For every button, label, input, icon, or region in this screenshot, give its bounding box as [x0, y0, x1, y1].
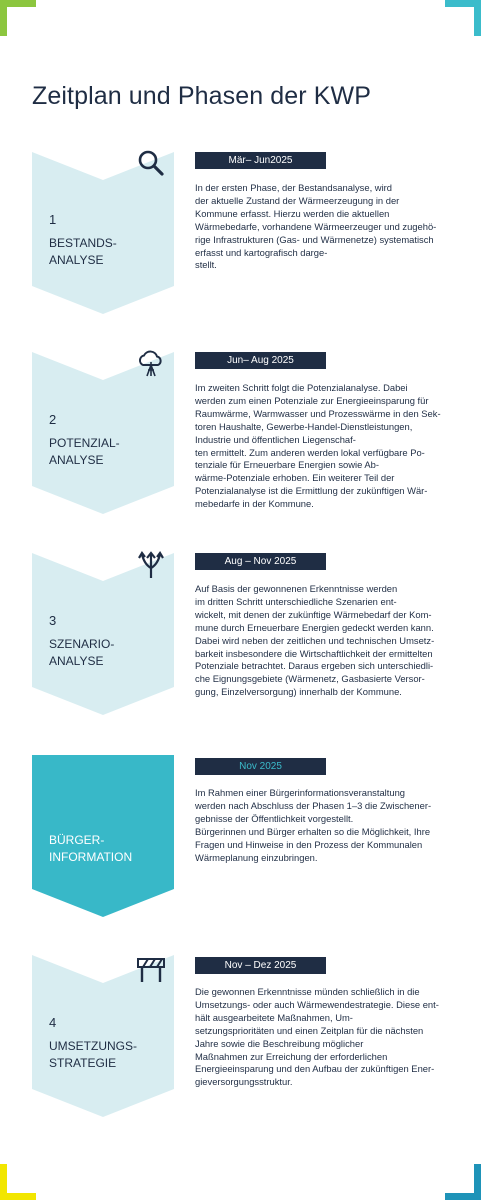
- phase-description: Die gewonnen Erkenntnisse münden schließlich in die Umsetzungs- oder auch Wärmewendestrategie. Diese ent- hält ausgearbeitete Maßnahmen, Um- setzungsprioritäten und einen Zeitplan für die nächsten Jahre sowie die Beschreibung möglicher Maßnahmen zur Erreichung der erforderlichen Energieeinsparung und den Aufbau der zukünftigen Ener- gieversorgungsstruktur.: [195, 986, 439, 1088]
- barrier-icon: [136, 956, 166, 986]
- phase-date-badge: Jun– Aug 2025: [195, 352, 326, 369]
- phase-number: 2: [49, 412, 57, 427]
- buergerinformation-chevron: [32, 755, 174, 917]
- search-icon: [136, 148, 166, 178]
- phase-date-badge: Mär– Jun2025: [195, 152, 326, 169]
- corner-decoration-top-right: [445, 0, 481, 36]
- phase-description: Im zweiten Schritt folgt die Potenzialanalyse. Dabei werden zum einen Potenziale zur Energieeinsparung für Raumwärme, Warmwasser und Prozesswärme in den Sek- toren Haushalte, Gewerbe-Handel-Dienstleistungen, Industrie und öffentlichen Liegenschaf- ten ermittelt. Zum anderen werden lokal verfügbare Po- tenziale für Erneuerbare Energien sowie Ab- wärme-Potenziale erhoben. Ein weiterer Teil der Potenzialanalyse ist die Ermittlung der zukünftigen Wär- mebedarfe in der Kommune.: [195, 382, 441, 510]
- corner-decoration-bottom-left: [0, 1164, 36, 1200]
- corner-decoration-top-left: [0, 0, 36, 36]
- phase-label: SZENARIO- ANALYSE: [49, 637, 115, 668]
- phase-label: UMSETZUNGS- STRATEGIE: [49, 1039, 137, 1070]
- phase-number: 3: [49, 613, 57, 628]
- phase-date-badge: Aug – Nov 2025: [195, 553, 326, 570]
- phase-label: POTENZIAL- ANALYSE: [49, 436, 120, 467]
- corner-decoration-bottom-right: [445, 1164, 481, 1200]
- phase-date-badge: Nov 2025: [195, 758, 326, 775]
- phase-description: In der ersten Phase, der Bestandsanalyse, wird der aktuelle Zustand der Wärmeerzeugung in der Kommune erfasst. Hierzu werden die aktuellen Wärmebedarfe, vorhandene Wärmeerzeuger und zugehö- rige Infrastrukturen (Gas- und Wärmenetze) systematisch erfasst und kartografisch darge- stellt.: [195, 182, 437, 271]
- split-arrows-icon: [136, 550, 166, 580]
- phase-number: 4: [49, 1015, 57, 1030]
- phase-label: BÜRGER- INFORMATION: [49, 833, 133, 864]
- cloud-energy-icon: [136, 348, 166, 378]
- phase-label: BESTANDS- ANALYSE: [49, 236, 117, 267]
- phase-number: 1: [49, 212, 57, 227]
- phase-date-badge: Nov – Dez 2025: [195, 957, 326, 974]
- phase-description: Auf Basis der gewonnenen Erkenntnisse werden im dritten Schritt unterschiedliche Szenarien ent- wickelt, mit denen der zukünftige Wärmebedarf der Kom- mune durch Erneuerbare Energien gedeckt werden kann. Dabei wird neben der zeitlichen und technischen Umsetz- barkeit insbesondere die Wirtschaftlichkeit der ermittelten Potenziale betrachtet. Daraus ergeben sich unterschiedli- che Eignungsgebiete (Wärmenetz, Gasbasierte Versor- gung, Einzelversorgung) innerhalb der Kommune.: [195, 583, 435, 698]
- phase-description: Im Rahmen einer Bürgerinformationsveranstaltung werden nach Abschluss der Phasen 1–3 die Zwischener- gebnisse der Öffentlichkeit vorgestellt. Bürgerinnen und Bürger erhalten so die Möglichkeit, Ihre Fragen und Hinweise in den Prozess der Kommunalen Wärmeplanung einzubringen.: [195, 787, 432, 863]
- page-title: Zeitplan und Phasen der KWP: [32, 82, 372, 110]
